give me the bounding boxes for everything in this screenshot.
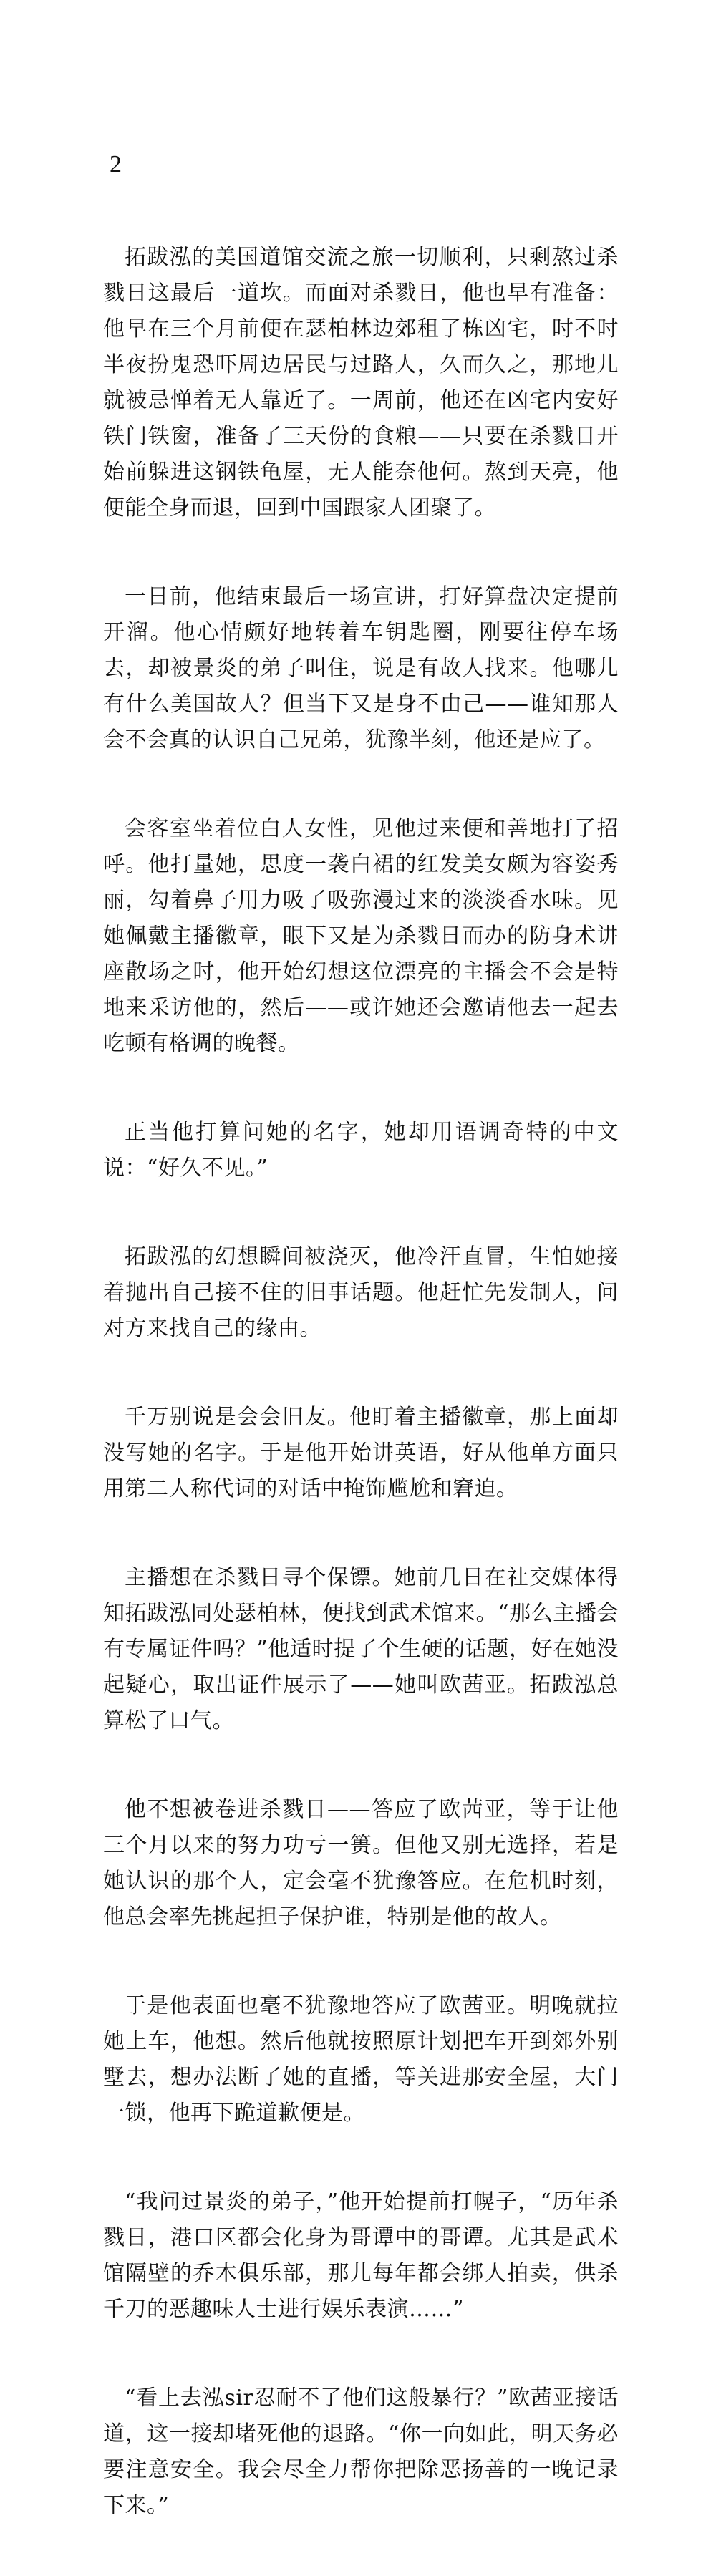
paragraph-1: 拓跋泓的美国道馆交流之旅一切顺利，只剩熬过杀戮日这最后一道坎。而面对杀戮日，他也早有准备：他早在三个月前便在瑟柏林边郊租了栋凶宅，时不时半夜扮鬼恐吓周边居民与过路人，久而久之，那地儿就被忌惮着无人靠近了。一周前，他还在凶宅内安好铁门铁窗，准备了三天份的食粮——只要在杀戮日开始前躲进这钢铁龟屋，无人能奈他何。熬到天亮，他便能全身而退，回到中国跟家人团聚了。	[103, 245, 619, 520]
paragraph-9: 于是他表面也毫不犹豫地答应了欧茜亚。明晚就拉她上车，他想。然后他就按照原计划把车开到郊外别墅去，想办法断了她的直播，等关进那安全屋，大门一锁，他再下跪道歉便是。	[103, 1993, 619, 2126]
paragraph-10: “我问过景炎的弟子，”他开始提前打幌子，“历年杀戮日，港口区都会化身为哥谭中的哥谭。尤其是武术馆隔壁的乔木俱乐部，那儿每年都会绑人拍卖，供杀千刀的恶趣味人士进行娱乐表演……”	[103, 2189, 619, 2322]
chapter-body	[103, 240, 619, 2524]
paragraph-11: “看上去泓sir忍耐不了他们这般暴行？”欧茜亚接话道，这一接却堵死他的退路。“你一向如此，明天务必要注意安全。我会尽全力帮你把除恶扬善的一晚记录下来。”	[103, 2386, 619, 2518]
paragraph-7: 主播想在杀戮日寻个保镖。她前几日在社交媒体得知拓跋泓同处瑟柏林，便找到武术馆来。“那么主播会有专属证件吗？”他适时提了个生硬的话题，好在她没起疑心，取出证件展示了——她叫欧茜亚。拓跋泓总算松了口气。	[103, 1565, 619, 1733]
chapter-number: 2	[110, 151, 122, 178]
paragraph-6: 千万别说是会会旧友。他盯着主播徽章，那上面却没写她的名字。于是他开始讲英语，好从他单方面只用第二人称代词的对话中掩饰尴尬和窘迫。	[103, 1405, 619, 1501]
paragraph-5: 拓跋泓的幻想瞬间被浇灭，他冷汗直冒，生怕她接着抛出自己接不住的旧事话题。他赶忙先发制人，问对方来找自己的缘由。	[103, 1244, 619, 1341]
paragraph-2: 一日前，他结束最后一场宣讲，打好算盘决定提前开溜。他心情颇好地转着车钥匙圈，刚要往停车场去，却被景炎的弟子叫住，说是有故人找来。他哪儿有什么美国故人？但当下又是身不由己——谁知那人会不会真的认识自己兄弟，犹豫半刻，他还是应了。	[103, 584, 619, 752]
paragraph-8: 他不想被卷进杀戮日——答应了欧茜亚，等于让他三个月以来的努力功亏一篑。但他又别无选择，若是她认识的那个人，定会毫不犹豫答应。在危机时刻，他总会率先挑起担子保护谁，特别是他的故人。	[103, 1797, 619, 1929]
paragraph-4: 正当他打算问她的名字，她却用语调奇特的中文说：“好久不见。”	[103, 1120, 619, 1181]
paragraph-3: 会客室坐着位白人女性，见他过来便和善地打了招呼。他打量她，思度一袭白裙的红发美女颇为容姿秀丽，勾着鼻子用力吸了吸弥漫过来的淡淡香水味。见她佩戴主播徽章，眼下又是为杀戮日而办的防身术讲座散场之时，他开始幻想这位漂亮的主播会不会是特地来采访他的，然后——或许她还会邀请他去一起去吃顿有格调的晚餐。	[103, 816, 619, 1056]
